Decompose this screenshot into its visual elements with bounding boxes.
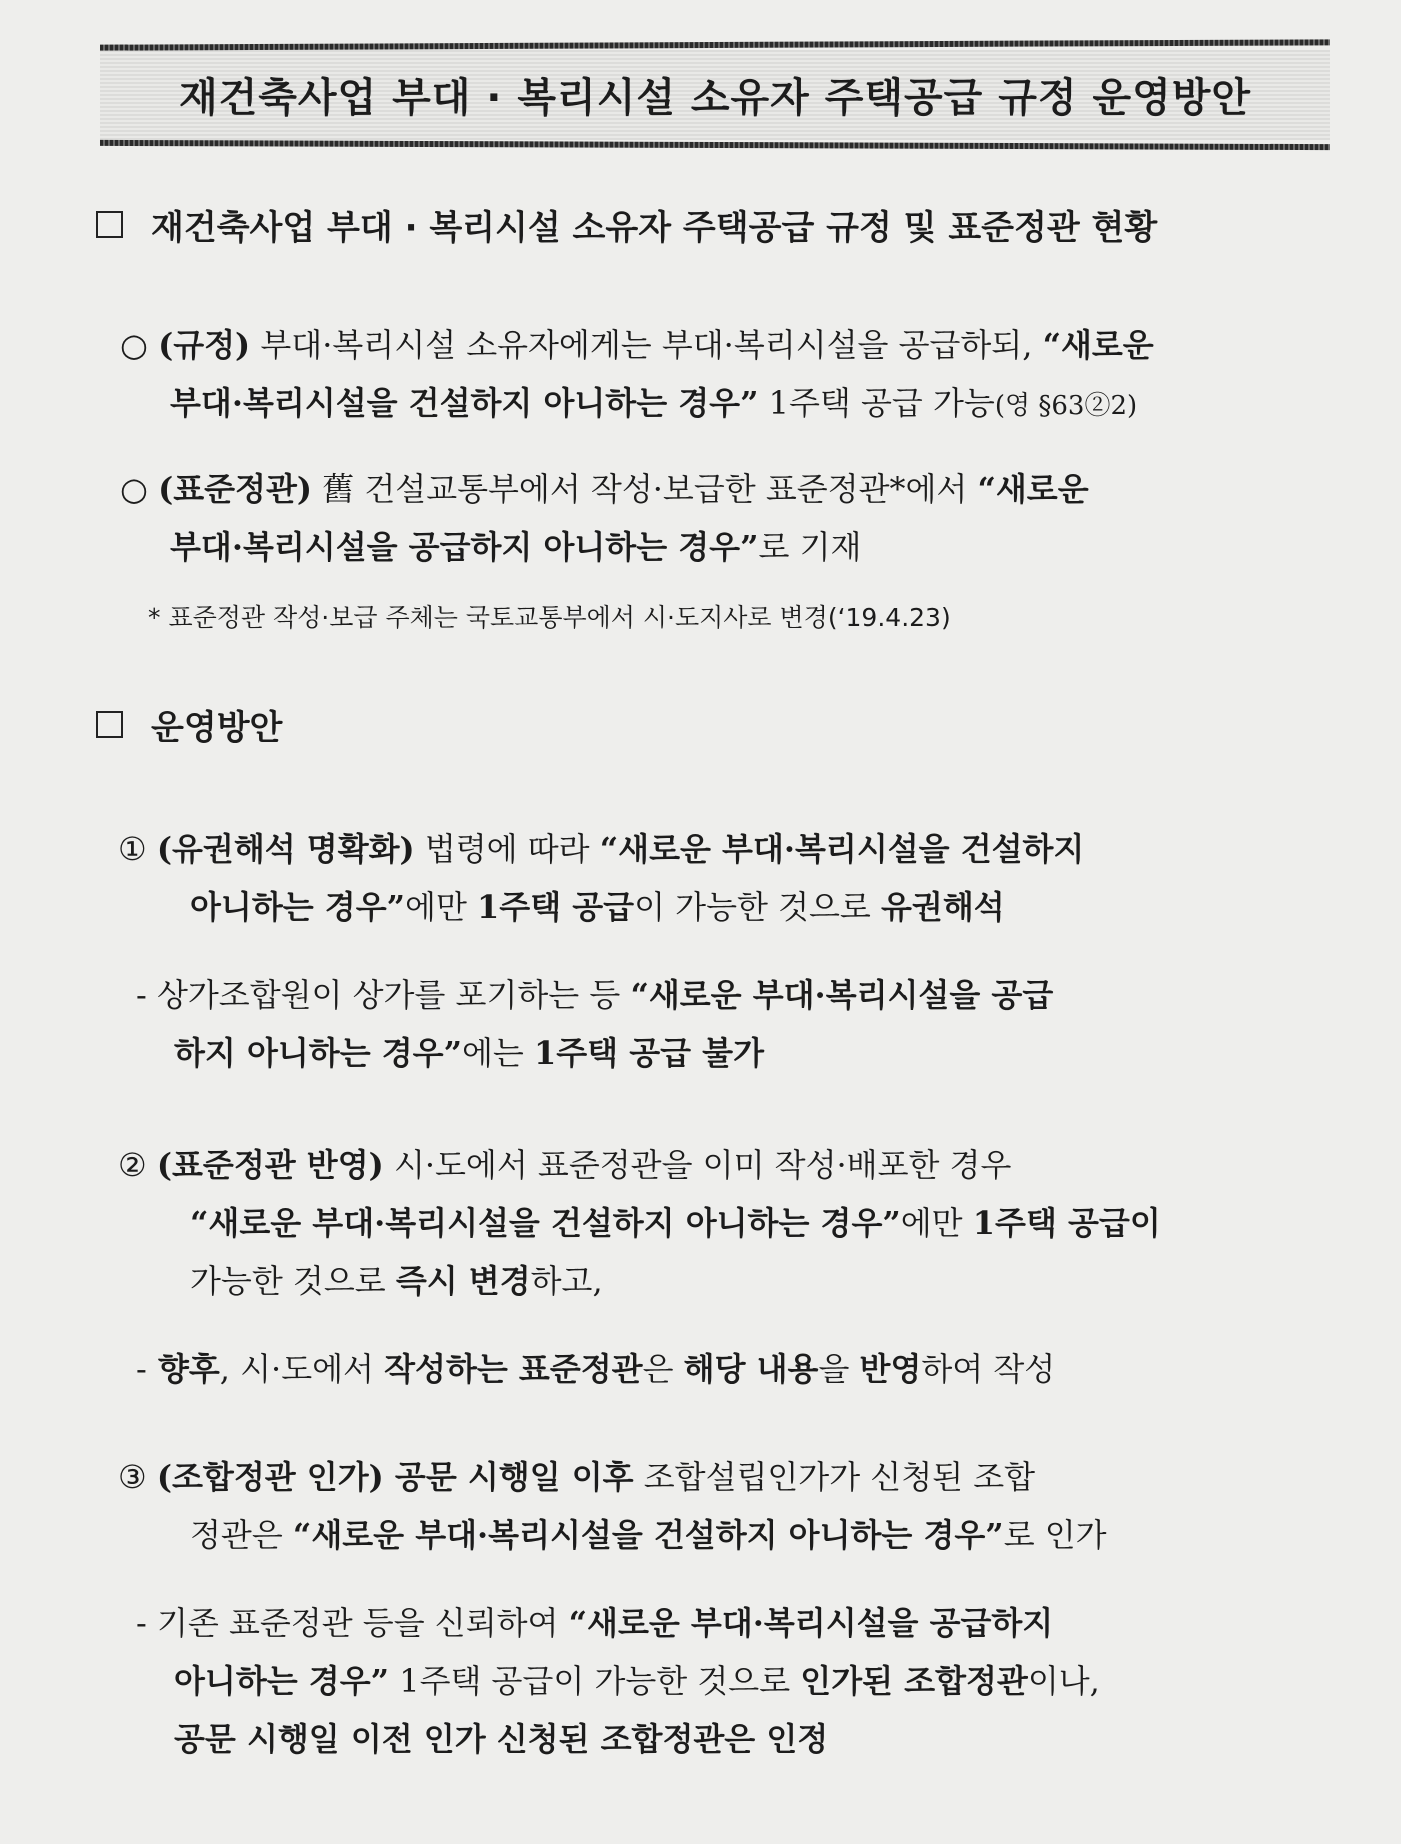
dash-bullet: - <box>136 976 147 1014</box>
text-run: 에만 <box>900 1204 973 1242</box>
title-top-rule <box>100 39 1330 50</box>
paragraph-line <box>118 1136 1161 1194</box>
paragraph-line <box>118 878 1084 936</box>
paragraph-line <box>136 1594 1100 1652</box>
bold-run: 반영 <box>859 1350 922 1388</box>
text-run: 1주택 공급이 가능한 것으로 <box>389 1662 801 1700</box>
bold-run: “새로운 부대·복리시설을 공급하지 <box>568 1604 1054 1642</box>
bold-run: 해당 내용 <box>683 1350 819 1388</box>
title-bottom-rule <box>100 140 1330 150</box>
text-run: 이나, <box>1027 1662 1100 1700</box>
paragraph-line <box>118 1448 1107 1506</box>
circle-bullet-icon: ○ <box>120 326 148 364</box>
text-run: 정관은 <box>190 1516 293 1554</box>
bold-run: “새로운 부대·복리시설을 건설하지 아니하는 경우” <box>190 1204 901 1242</box>
paragraph-line <box>136 1710 1100 1768</box>
text-run: 을 <box>818 1350 860 1388</box>
bold-run: 부대·복리시설을 공급하지 아니하는 경우” <box>170 528 759 566</box>
bold-run: 아니하는 경우” <box>190 888 406 926</box>
bold-run: “새로운 <box>977 470 1089 508</box>
text-run: 에는 <box>461 1034 534 1072</box>
text-run: , 시·도에서 <box>219 1350 385 1388</box>
bold-run: 부대·복리시설을 건설하지 아니하는 경우” <box>170 384 759 422</box>
checkbox-square-icon <box>96 711 123 738</box>
bold-run: “새로운 부대·복리시설을 건설하지 아니하는 경우” <box>292 1516 1004 1554</box>
section-1-heading-text: 재건축사업 부대 · 복리시설 소유자 주택공급 규정 및 표준정관 현황 <box>151 208 1158 248</box>
title-banner <box>100 40 1330 150</box>
paragraph-line <box>118 1252 1161 1310</box>
text-run: 이 가능한 것으로 <box>634 888 881 926</box>
text-run: 기존 표준정관 등을 신뢰하여 <box>146 1604 569 1642</box>
section-2-item-3 <box>118 1448 1107 1564</box>
section-1-item-standard-bylaws <box>120 460 1089 576</box>
bold-run: 아니하는 경우” <box>174 1662 390 1700</box>
item-tag: (유권해석 명확화) <box>156 830 415 868</box>
text-run: 가능한 것으로 <box>190 1262 396 1300</box>
text-run: 舊 건설교통부에서 작성·보급한 표준정관*에서 <box>312 470 978 508</box>
text-run: 부대·복리시설 소유자에게는 부대·복리시설을 공급하되, <box>250 326 1043 364</box>
paragraph-line <box>136 1652 1100 1710</box>
bold-run: 1주택 공급이 <box>972 1204 1161 1242</box>
text-run: 시·도에서 표준정관을 이미 작성·배포한 경우 <box>383 1146 1012 1184</box>
section-2-item-3-sub <box>136 1594 1100 1768</box>
text-run: 로 기재 <box>758 528 862 566</box>
item-tag: (표준정관) <box>158 470 313 508</box>
dash-bullet: - <box>136 1604 147 1642</box>
bold-run: 공문 시행일 이후 <box>383 1458 634 1496</box>
text-run: 조합설립인가가 신청된 조합 <box>633 1458 1036 1496</box>
bold-run: 1주택 공급 <box>477 888 635 926</box>
section-2-heading <box>96 700 282 749</box>
paragraph-line <box>136 1024 1053 1082</box>
section-2-heading-text: 운영방안 <box>151 708 283 748</box>
circled-number-3: ③ <box>118 1458 147 1496</box>
text-run: 하여 작성 <box>921 1350 1056 1388</box>
bold-run: “새로운 부대·복리시설을 건설하지 <box>599 830 1085 868</box>
item-tag: (조합정관 인가) <box>156 1458 384 1496</box>
section-2-item-1-sub <box>136 966 1053 1082</box>
paragraph-line <box>120 460 1089 518</box>
paragraph-line <box>118 820 1084 878</box>
section-2-item-1 <box>118 820 1084 936</box>
bold-run: 인가된 조합정관 <box>800 1662 1028 1700</box>
text-run: 은 <box>642 1350 684 1388</box>
footnote: * 표준정관 작성·보급 주체는 국토교통부에서 시·도지사로 변경(‘19.4.23) <box>148 603 951 632</box>
bold-run: 하지 아니하는 경우” <box>174 1034 462 1072</box>
bold-run: 향후 <box>146 1350 220 1388</box>
paragraph-line <box>118 1506 1107 1564</box>
checkbox-square-icon <box>96 211 123 238</box>
text-run: 에만 <box>405 888 478 926</box>
section-2-item-2-sub <box>136 1340 1055 1398</box>
text-run: 상가조합원이 상가를 포기하는 등 <box>146 976 631 1014</box>
paragraph-line <box>120 374 1154 435</box>
bold-run: 1주택 공급 불가 <box>533 1034 765 1072</box>
item-tag: (표준정관 반영) <box>156 1146 384 1184</box>
bold-run: 작성하는 표준정관 <box>384 1350 643 1388</box>
paragraph-line <box>136 966 1053 1024</box>
bold-run: 즉시 변경 <box>395 1262 531 1300</box>
paragraph-line <box>118 1194 1161 1252</box>
paragraph-line <box>120 316 1154 374</box>
section-2-item-2 <box>118 1136 1161 1310</box>
paragraph-line <box>136 1340 1055 1398</box>
circle-bullet-icon: ○ <box>120 470 148 508</box>
item-tag: (규정) <box>158 326 251 364</box>
text-run: 1주택 공급 가능 <box>758 384 995 422</box>
text-run: 법령에 따라 <box>414 830 600 868</box>
dash-bullet: - <box>136 1350 147 1388</box>
section-1-heading <box>96 200 1157 249</box>
bold-run: “새로운 <box>1042 326 1154 364</box>
paragraph-line <box>120 518 1089 576</box>
bold-run: 유권해석 <box>881 888 1005 926</box>
circled-number-1: ① <box>118 830 147 868</box>
legal-reference: (영 §63②2) <box>994 391 1138 421</box>
bold-run: “새로운 부대·복리시설을 공급 <box>630 976 1054 1014</box>
text-run: 로 인가 <box>1003 1516 1107 1554</box>
circled-number-2: ② <box>118 1146 147 1184</box>
text-run: 하고, <box>530 1262 603 1300</box>
bold-run: 공문 시행일 이전 인가 신청된 조합정관은 인정 <box>174 1720 829 1758</box>
document-title: 재건축사업 부대 · 복리시설 소유자 주택공급 규정 운영방안 <box>178 75 1252 121</box>
section-1-item-regulation <box>120 316 1154 435</box>
